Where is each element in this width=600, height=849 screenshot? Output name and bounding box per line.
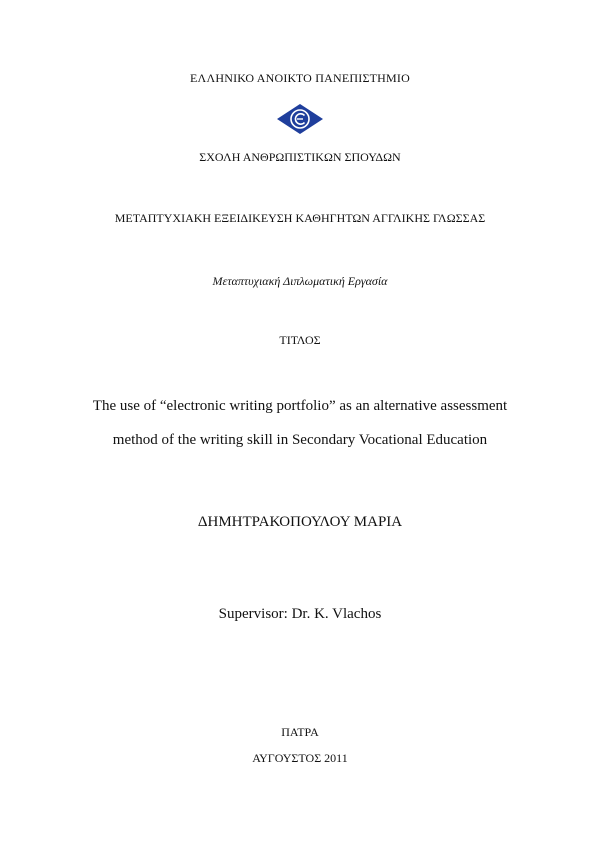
thesis-type: Μεταπτυχιακή Διπλωματική Εργασία — [212, 274, 388, 288]
author-name: ΔΗΜΗΤΡΑΚΟΠΟΥΛΟΥ ΜΑΡΙΑ — [197, 514, 403, 530]
city: ΠΑΤΡΑ — [281, 725, 319, 739]
school-name: ΣΧΟΛΗ ΑΝΘΡΩΠΙΣΤΙΚΩΝ ΣΠΟΥΔΩΝ — [199, 150, 401, 164]
thesis-title-line-1: The use of “electronic writing portfolio” as an alternative assessment — [92, 398, 508, 414]
date: ΑΥΓΟΥΣΤΟΣ 2011 — [252, 751, 348, 765]
university-name: ΕΛΛΗΝΙΚΟ ΑΝΟΙΚΤΟ ΠΑΝΕΠΙΣΤΗΜΙΟ — [190, 71, 410, 85]
program-name: ΜΕΤΑΠΤΥΧΙΑΚΗ ΕΞΕΙΔΙΚΕΥΣΗ ΚΑΘΗΓΗΤΩΝ ΑΓΓΛΙΚΗΣ ΓΛΩΣΣΑΣ — [114, 211, 486, 225]
supervisor: Supervisor: Dr. K. Vlachos — [218, 606, 382, 622]
thesis-title-line-2: method of the writing skill in Secondary Vocational Education — [112, 432, 488, 448]
title-label: ΤΙΤΛΟΣ — [279, 333, 321, 347]
university-emblem-icon — [276, 103, 324, 135]
